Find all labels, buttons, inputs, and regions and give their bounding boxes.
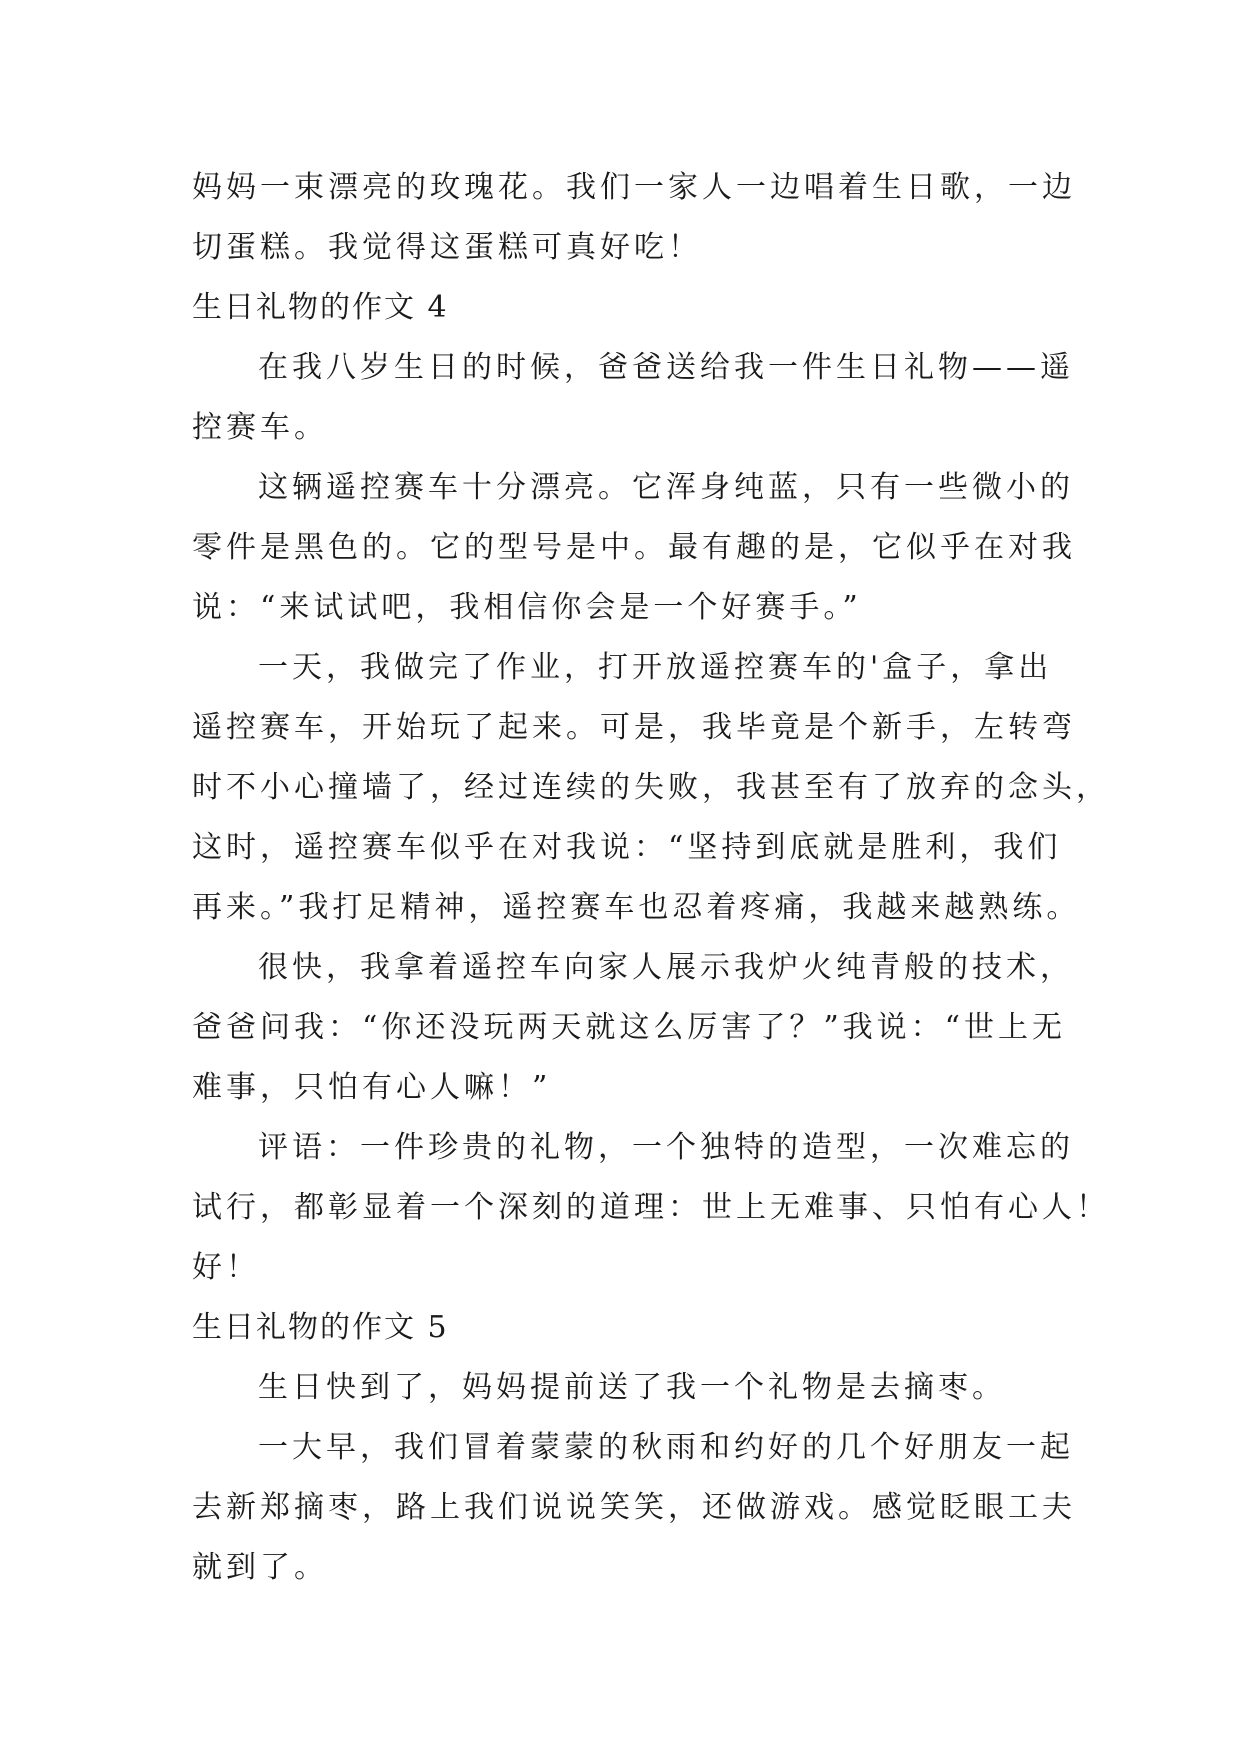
section-heading: 生日礼物的作文 4 bbox=[192, 290, 449, 325]
text-line: 很快，我拿着遥控车向家人展示我炉火纯青般的技术， bbox=[258, 950, 1074, 985]
text-line: 这时，遥控赛车似乎在对我说：“坚持到底就是胜利，我们 bbox=[192, 830, 1062, 865]
text-line: 再来。”我打足精神，遥控赛车也忍着疼痛，我越来越熟练。 bbox=[192, 890, 1081, 925]
text-line: 评语：一件珍贵的礼物，一个独特的造型，一次难忘的 bbox=[258, 1130, 1074, 1165]
text-line: 妈妈一束漂亮的玫瑰花。我们一家人一边唱着生日歌，一边 bbox=[192, 170, 1076, 205]
text-line: 去新郑摘枣，路上我们说说笑笑，还做游戏。感觉眨眼工夫 bbox=[192, 1490, 1076, 1525]
text-line: 遥控赛车，开始玩了起来。可是，我毕竟是个新手，左转弯 bbox=[192, 710, 1076, 745]
document-page bbox=[192, 158, 1110, 1598]
text-line: 生日快到了，妈妈提前送了我一个礼物是去摘枣。 bbox=[258, 1370, 1006, 1405]
text-line: 这辆遥控赛车十分漂亮。它浑身纯蓝，只有一些微小的 bbox=[258, 470, 1074, 505]
text-line: 切蛋糕。我觉得这蛋糕可真好吃！ bbox=[192, 230, 702, 265]
text-line: 好！ bbox=[192, 1250, 260, 1285]
text-line: 一大早，我们冒着蒙蒙的秋雨和约好的几个好朋友一起 bbox=[258, 1430, 1074, 1465]
text-line: 爸爸问我：“你还没玩两天就这么厉害了？”我说：“世上无 bbox=[192, 1010, 1067, 1045]
text-line: 时不小心撞墙了，经过连续的失败，我甚至有了放弃的念头， bbox=[192, 770, 1110, 805]
text-line: 试行，都彰显着一个深刻的道理：世上无难事、只怕有心人！ bbox=[192, 1190, 1110, 1225]
text-line: 难事，只怕有心人嘛！” bbox=[192, 1070, 552, 1105]
text-line: 就到了。 bbox=[192, 1550, 328, 1585]
text-line: 零件是黑色的。它的型号是中。最有趣的是，它似乎在对我 bbox=[192, 530, 1076, 565]
text-line: 在我八岁生日的时候，爸爸送给我一件生日礼物——遥 bbox=[258, 350, 1074, 385]
section-heading: 生日礼物的作文 5 bbox=[192, 1310, 449, 1345]
text-line: 一天，我做完了作业，打开放遥控赛车的'盒子，拿出 bbox=[258, 650, 1053, 685]
text-line: 说：“来试试吧，我相信你会是一个好赛手。” bbox=[192, 590, 862, 625]
text-line: 控赛车。 bbox=[192, 410, 328, 445]
